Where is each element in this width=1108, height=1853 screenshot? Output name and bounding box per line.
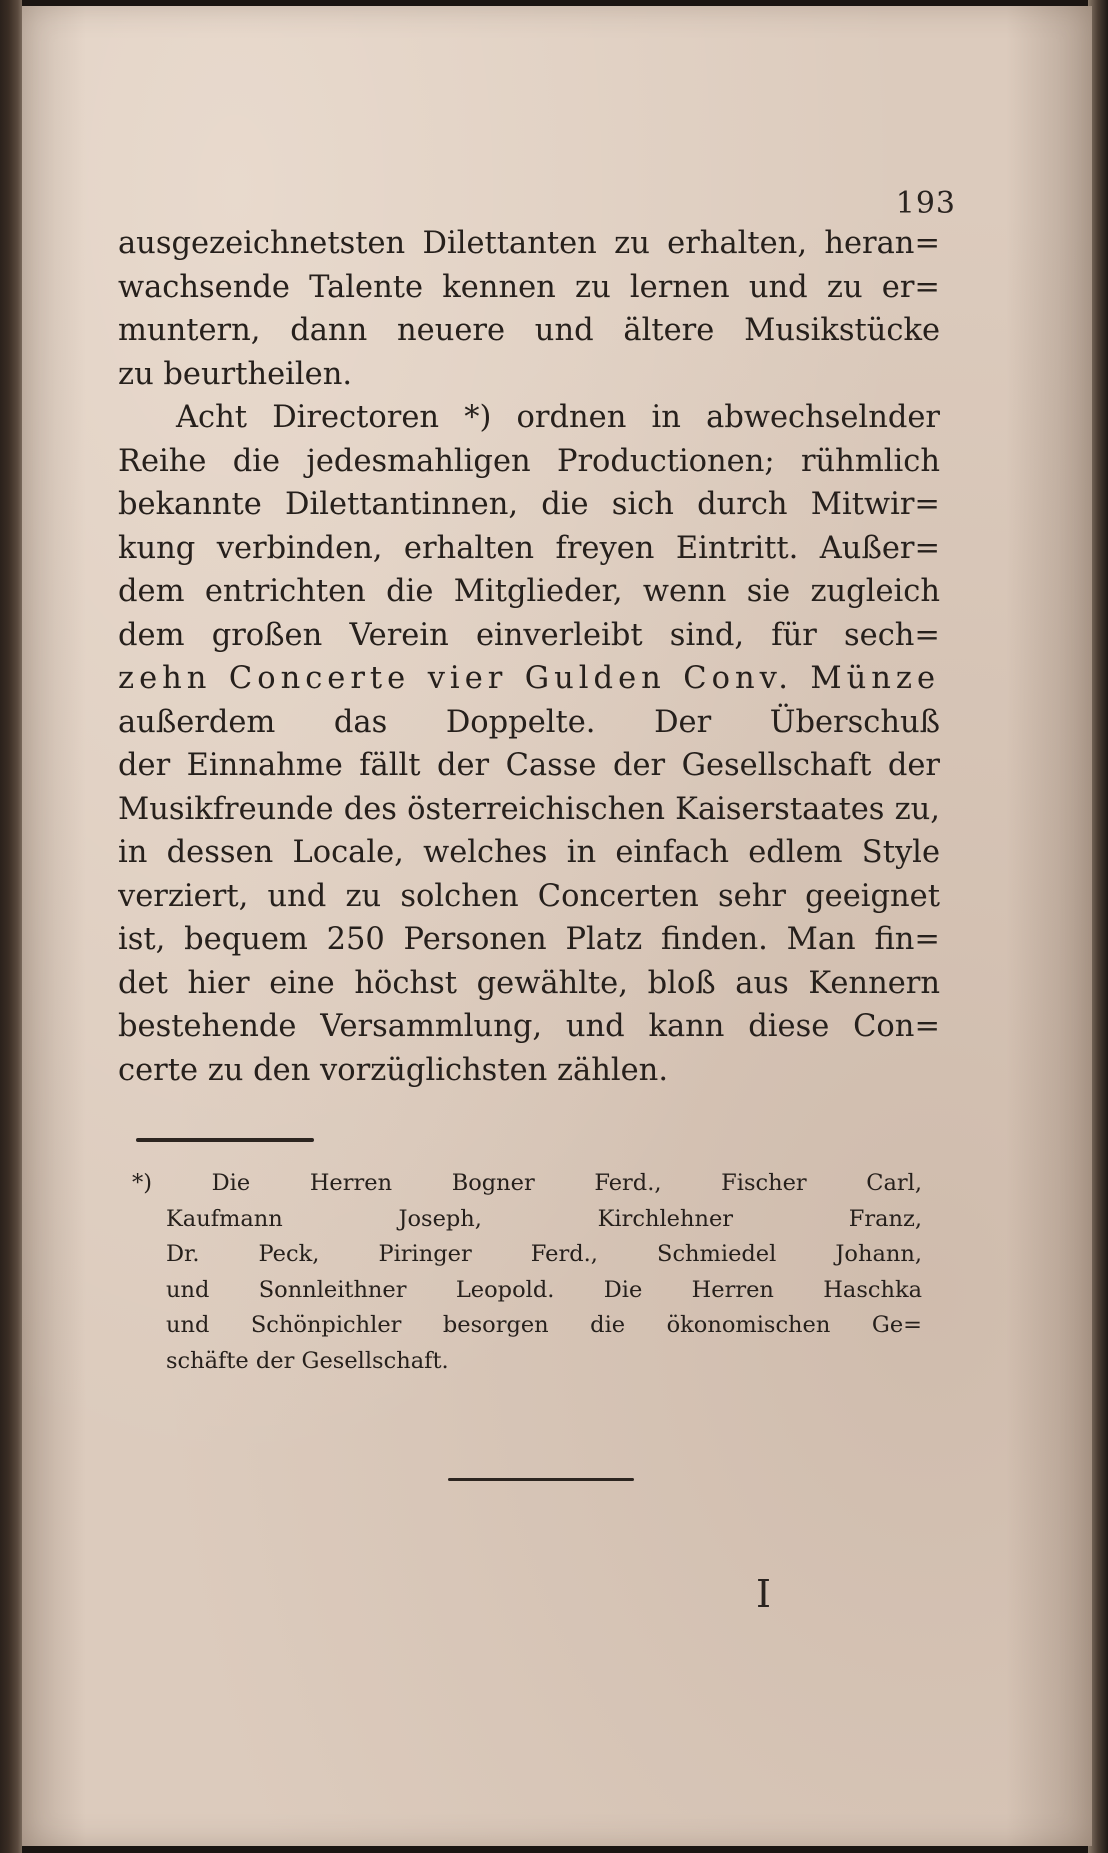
text-line: Acht Directoren *) ordnen in abwechselnder — [176, 400, 940, 435]
footnote-line: Dr. Peck, Piringer Ferd., Schmiedel Johann, — [166, 1241, 922, 1267]
signature-mark: I — [756, 1572, 772, 1616]
text-line: der Einnahme fällt der Casse der Gesellschaft der — [118, 748, 940, 783]
footnote-line: und Schönpichler besorgen die ökonomischen Ge= — [166, 1312, 922, 1338]
footnote-line: und Sonnleithner Leopold. Die Herren Haschka — [166, 1276, 922, 1303]
text-line: ist, bequem 250 Personen Platz finden. Man fin= — [118, 922, 940, 957]
text-line: bekannte Dilettantinnen, die sich durch Mitwir= — [118, 487, 940, 522]
text-line: in dessen Locale, welches in einfach edlem Style — [118, 835, 940, 870]
book-gutter-edge — [0, 0, 22, 1853]
text-line: bestehende Versammlung, und kann diese Con= — [118, 1009, 940, 1044]
end-separator — [448, 1478, 634, 1481]
text-line: dem großen Verein einverleibt sind, für sech= — [118, 617, 940, 653]
text-line: wachsende Talente kennen zu lernen und zu er= — [118, 269, 940, 305]
footnote-separator — [136, 1138, 314, 1142]
text-line: Musikfreunde des österreichischen Kaiserstaates zu, — [118, 791, 940, 827]
text-line: ausgezeichnetsten Dilettanten zu erhalten, heran= — [118, 226, 940, 261]
text-line: zehn Concerte vier Gulden Conv. Münze — [118, 661, 940, 696]
footnote-block — [132, 1166, 922, 1379]
text-line: muntern, dann neuere und ältere Musikstücke — [118, 313, 940, 348]
text-line: kung verbinden, erhalten freyen Eintritt. Außer= — [118, 530, 940, 566]
page-number: 193 — [895, 186, 956, 221]
text-line: dem entrichten die Mitglieder, wenn sie zugleich — [118, 574, 940, 609]
footnote-line: Kaufmann Joseph, Kirchlehner Franz, — [166, 1205, 922, 1232]
text-line: det hier eine höchst gewählte, bloß aus Kennern — [118, 965, 940, 1001]
text-line: Reihe die jedesmahligen Productionen; rühmlich — [118, 443, 940, 479]
text-line: außerdem das Doppelte. Der Überschuß — [118, 704, 940, 740]
text-line: certe zu den vorzüglichsten zählen. — [118, 1052, 669, 1088]
text-line: zu beurtheilen. — [118, 356, 353, 392]
footnote-line: schäfte der Gesellschaft. — [166, 1347, 449, 1374]
text-line: verziert, und zu solchen Concerten sehr geeignet — [118, 878, 940, 914]
main-text-block — [118, 222, 940, 1092]
footnote-line: *) Die Herren Bogner Ferd., Fischer Carl, — [132, 1170, 922, 1196]
